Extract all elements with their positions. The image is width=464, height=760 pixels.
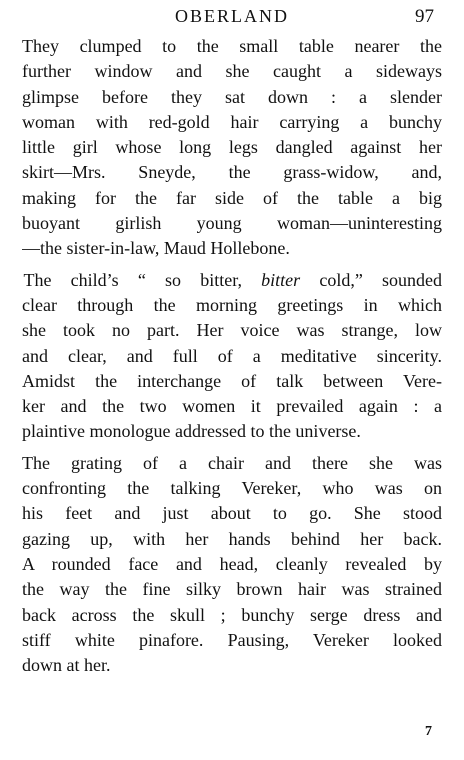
text-line: back across the skull ; bunchy serge dress and — [22, 604, 442, 625]
text-line: woman with red-gold hair carrying a bunchy — [22, 111, 442, 132]
page-number: 97 — [415, 6, 434, 27]
paragraph-2 — [22, 268, 442, 445]
signature-mark: 7 — [425, 724, 432, 739]
text-line: ker and the two women it prevailed again : a — [22, 396, 442, 417]
text-segment: cold,” sounded — [300, 269, 442, 290]
text-line: confronting the talking Vereker, who was on — [22, 478, 442, 499]
text-line: clear through the morning greetings in which — [22, 294, 442, 315]
text-line: little girl whose long legs dangled against her — [22, 137, 442, 158]
text-line: and clear, and full of a meditative sincerity. — [22, 345, 442, 366]
text-line: she took no part. Her voice was strange, low — [22, 320, 442, 341]
paragraph-3 — [22, 451, 442, 679]
text-line: —the sister-in-law, Maud Hollebone. — [22, 238, 290, 259]
text-line: gazing up, with her hands behind her back. — [22, 528, 442, 549]
running-head — [22, 0, 442, 34]
paragraph-1 — [22, 34, 442, 262]
text-line: A rounded face and head, cleanly revealed by — [22, 553, 442, 574]
text-line: stiff white pinafore. Pausing, Vereker looked — [22, 629, 442, 650]
text-line: the way the fine silky brown hair was strained — [22, 579, 442, 600]
text-segment: The child’s “ so bitter, — [23, 269, 262, 290]
running-title: OBERLAND — [175, 6, 289, 26]
text-line: glimpse before they sat down : a slender — [22, 86, 442, 107]
text-line: making for the far side of the table a big — [22, 187, 442, 208]
text-line: skirt—Mrs. Sneyde, the grass-widow, and, — [22, 162, 442, 183]
text-line: down at her. — [22, 655, 111, 676]
italic-word: bitter — [261, 269, 301, 290]
text-line: buoyant girlish young woman—uninteresting — [22, 213, 442, 234]
text-line — [22, 268, 442, 293]
text-line: Amidst the interchange of talk between Vere- — [22, 370, 442, 391]
text-line: further window and she caught a sideways — [22, 61, 442, 82]
book-page — [22, 0, 442, 760]
text-line: They clumped to the small table nearer the — [22, 36, 442, 56]
body-text — [22, 34, 442, 678]
text-line: plaintive monologue addressed to the universe. — [22, 421, 361, 442]
text-line: his feet and just about to go. She stood — [22, 503, 442, 524]
text-line: The grating of a chair and there she was — [22, 452, 442, 473]
